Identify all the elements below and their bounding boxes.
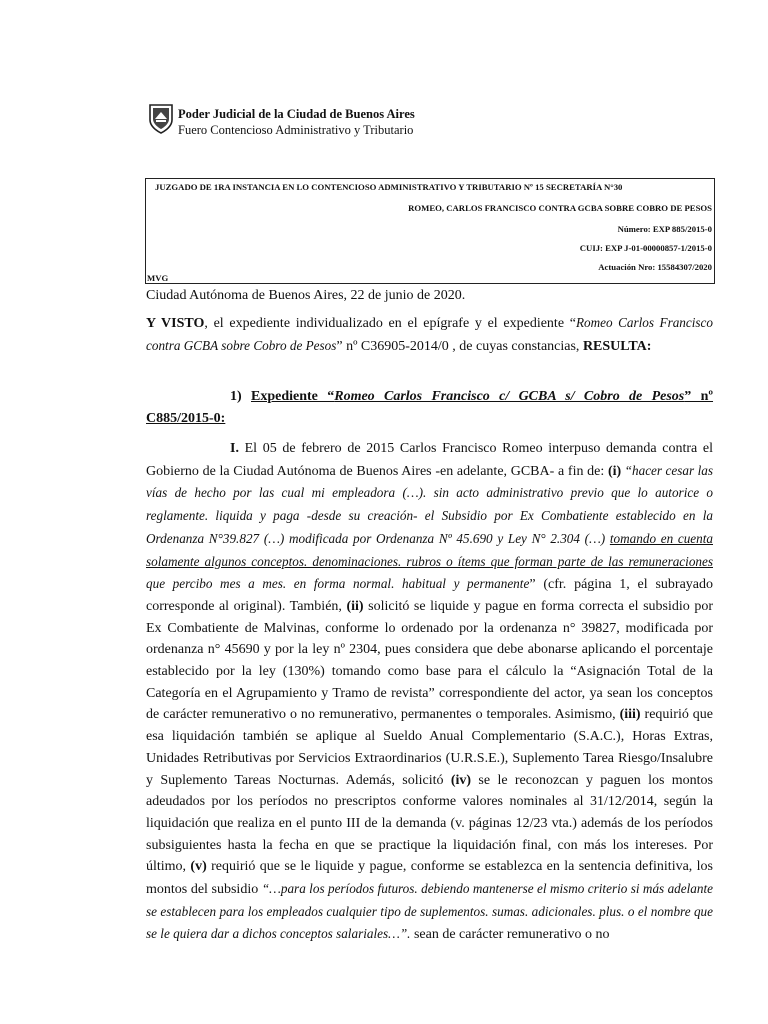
visto-case-title: Romeo Carlos Francisco contra GCBA sobre Cobro de Pesos [146,315,713,353]
resulta-heading: RESULTA: [582,338,652,354]
institution-subtitle: Fuero Contencioso Administrativo y Tributario [178,123,414,137]
visto-paragraph [146,312,713,357]
case-info-box [145,178,715,284]
institution-name: Poder Judicial de la Ciudad de Buenos Aires [178,107,415,121]
p1-text-f: requirió que se le liquide y pague, conforme se establezca en la sentencia definitiva, los montos del subsidio [146,859,713,898]
p1-text-b: ” (cfr. página 1, el subrayado corresponde al original). También, [146,577,713,614]
item-iv: (iv) [450,772,472,788]
court-seal-logo [147,102,175,138]
item-i: (i) [607,463,622,479]
quote-underlined: tomando en cuenta solamente algunos conceptos. denominaciones. rubros o ítems que forman parte de las remuneraciones [146,530,713,569]
case-parties: ROMEO, CARLOS FRANCISCO CONTRA GCBA SOBRE COBRO DE PESOS [408,203,712,213]
case-actuacion: Actuación Nro: 15584307/2020 [598,262,712,272]
p1-text-c: solicitó se liquide y pague en forma correcta el subsidio por Ex Combatiente de Malvinas, conforme lo ordenado por la ordenanza n° 39827, modificada por ordenanza n° 45690 y por la ley nº 2304, pues considera que debe abonarse aplicando el porcentaje establecido por la ley (130%) tomando como base para el cálculo la “Asignación Total de la Categoría en el Agrupamiento y Tramo de revista” correspondiente del actor, ya sean los conceptos de carácter remunerativo o no remunerativo, permanentes o temporales. Asimismo, [146,598,713,723]
item-iii: (iii) [619,707,641,723]
section-title-start: Expediente “ [251,389,335,404]
quote-3: “…para los períodos futuros. debiendo mantenerse el mismo criterio si más adelante se establecen para los empleados cualquier tipo de suplementos. sumas. adicionales. plus. o el nombre que se le quiera dar a dichos conceptos salariales…”. [146,881,713,942]
case-number: Número: EXP 885/2015-0 [617,224,712,234]
p1-text-a: El 05 de febrero de 2015 Carlos Francisco Romeo interpuso demanda contra el Gobierno de la Ciudad Autónoma de Buenos Aires -en adelante, GCBA- a fin de: [146,441,713,479]
section-number: 1) [230,389,251,404]
visto-text: , el expediente individualizado en el epígrafe y el expediente “ [204,316,576,331]
visto-text-2: ” nº C36905-2014/0 , de cuyas constancias, [336,338,583,354]
case-cuij: CUIJ: EXP J-01-00000857-1/2015-0 [579,243,712,253]
section-title-italic: Romeo Carlos Francisco c/ GCBA s/ Cobro de Pesos [334,389,685,404]
p1-text-g: sean de carácter remunerativo o no [410,927,610,943]
item-v: (v) [190,859,207,875]
p1-text-e: se le reconozcan y paguen los montos adeudados por los períodos no prescriptos conforme valores nominales al 31/12/2014, según la liquidación que realiza en el punto III de la demanda (v. páginas 12/23 vta.) además de los períodos subsiguientes hasta la fecha en que se practique la liquidación final, con más los intereses. Por último, [146,772,713,875]
quote-1: “hacer cesar las vías de hecho por las cual mi empleadora (…). sin acto administrativo previo que lo autorice o reglamente. liquida y paga -desde su creación- el Subsidio por Ex Combatiente establecido en la Ordenanza N°39.827 (…) modificada por Ordenanza Nº 45.690 y Ley N° 2.304 (…) [146,462,713,546]
date-line: Ciudad Autónoma de Buenos Aires, 22 de junio de 2020. [146,288,466,303]
item-ii: (ii) [346,598,364,614]
visto-heading: Y VISTO [146,316,205,331]
court-name: JUZGADO DE 1RA INSTANCIA EN LO CONTENCIOSO ADMINISTRATIVO Y TRIBUTARIO Nº 15 SECRETARÍA N°30 [155,182,623,192]
section-title-end: ” nº C885/2015-0: [146,389,714,426]
case-initials: MVG [147,273,169,283]
p1-text-d: requirió que esa liquidación también se aplique al Sueldo Anual Complementario (S.A.C.), Horas Extras, Unidades Retributivas por Servicios Extraordinarios (U.R.S.E.), Suplemento Tarea Riesgo/Insalubre y Suplemento Tareas Nocturnas. Además, solicitó [146,707,713,788]
paragraph-lead: I. [230,441,239,456]
institution-header [178,106,438,138]
paragraph-i [146,438,713,946]
quote-2: que percibo mes a mes. en forma normal. habitual y permanente [146,576,530,592]
section-heading [146,386,713,429]
